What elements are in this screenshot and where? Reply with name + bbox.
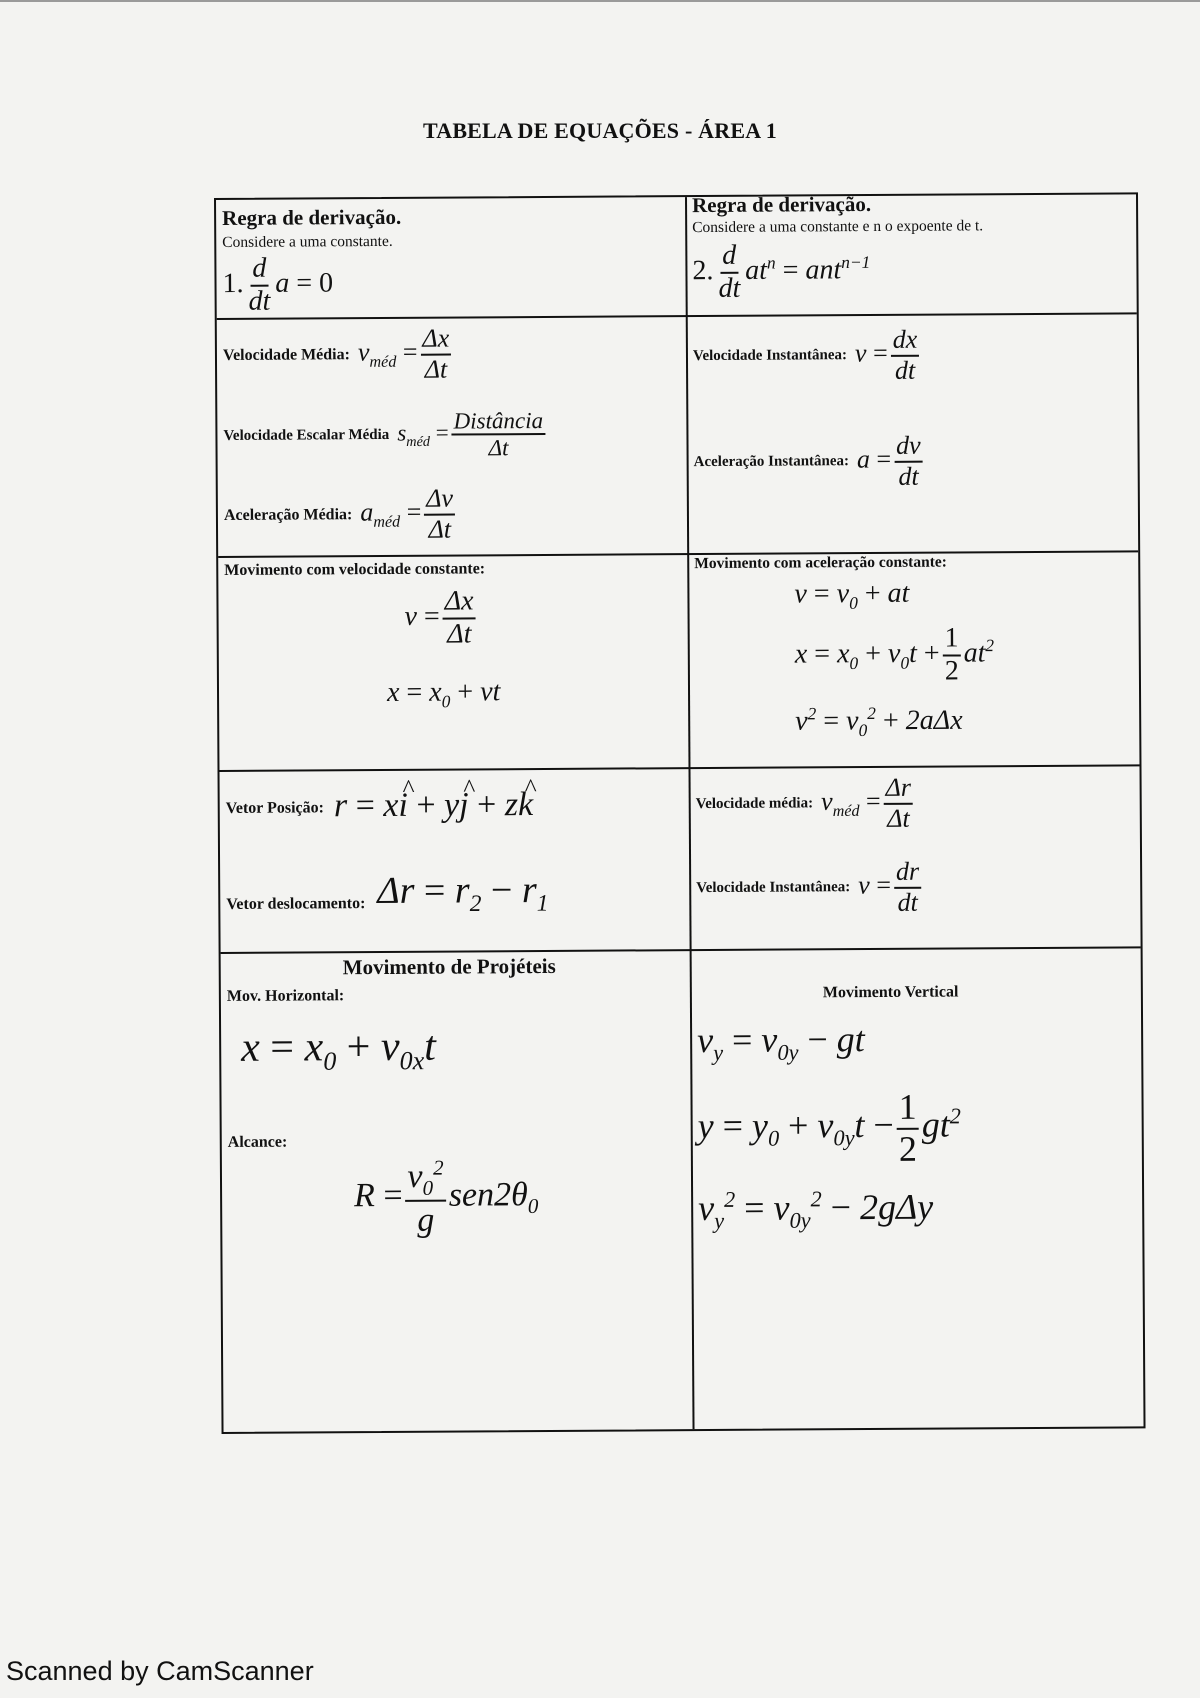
- cell-vector-velocities: [695, 764, 1136, 949]
- projectile-heading: Movimento de Projéteis: [342, 953, 556, 980]
- position-vector-label: Vetor Posição:: [225, 799, 324, 817]
- equation-average-speed: $s_{méd}$ = $\frac{\text{Distância}}{\Delta t}$: [397, 408, 548, 462]
- derivation-note: Considere a uma constante e n o expoente de t.: [692, 217, 984, 237]
- page-title: TABELA DE EQUAÇÕES - ÁREA 1: [422, 118, 777, 143]
- equation-power-rule: 2. $\frac{d}{dt}$ $at^n = ant^{n-1}$: [692, 239, 871, 304]
- vector-instantaneous-velocity-row: [696, 858, 924, 919]
- cell-constant-velocity: [224, 553, 685, 770]
- derivation-heading: Regra de derivação.: [691, 191, 872, 218]
- average-speed-row: [223, 408, 548, 463]
- cell-position-vectors: [225, 767, 686, 952]
- equation-range: R = $\frac{v_0^2}{g}$ $sen2\theta_0$: [353, 1155, 539, 1240]
- derivation-heading: Regra de derivação.: [222, 204, 402, 230]
- equation-vertical-torricelli: $v_y^2 = v_{0y}^2 - 2g\Delta y$: [698, 1186, 934, 1234]
- equation-average-acceleration: $a_{méd}$ = $\frac{\Delta v}{\Delta t}$: [360, 485, 458, 545]
- equation-displacement-vector: $\Delta r = r_2 - r_1$: [377, 869, 549, 918]
- cell-constant-acceleration: [694, 550, 1135, 767]
- range-label: Alcance:: [227, 1133, 288, 1151]
- equation-derivative-constant: 1. $\frac{d}{dt}$ a = 0: [222, 252, 334, 317]
- equation-position-constant-velocity: $x = x_0$ + vt: [386, 676, 501, 712]
- cell-instantaneous-quantities: [693, 312, 1134, 553]
- equation-vertical-velocity: $v_y = v_{0y}$ − gt: [697, 1019, 865, 1066]
- position-vector-row: [226, 786, 534, 826]
- equation-average-velocity: $v_{méd}$ = $\frac{\Delta x}{\Delta t}$: [358, 325, 455, 385]
- equation-horizontal-position: $x = x_0 + v_{0x}t$: [241, 1023, 436, 1076]
- equation-vector-instantaneous-velocity: v = $\frac{dr}{dt}$: [858, 858, 924, 918]
- scan-edge-line: [0, 0, 1200, 2]
- equation-table: [214, 192, 1146, 1434]
- vertical-motion-label: Movimento Vertical: [822, 983, 959, 1002]
- average-speed-label: Velocidade Escalar Média: [223, 426, 390, 444]
- equation-torricelli: $v^2 = v_0^2 + 2a\Delta x$: [795, 703, 963, 740]
- cell-projectile-horizontal: [227, 949, 690, 1432]
- cell-projectile-vertical: [697, 946, 1140, 1429]
- cell-average-quantities: [223, 315, 684, 556]
- equation-velocity: v = $\frac{\Delta x}{\Delta t}$: [404, 586, 478, 650]
- equation-velocity-time: $v = v_0$ + at: [794, 577, 910, 613]
- instantaneous-acceleration-label: Aceleração Instantânea:: [693, 453, 850, 471]
- instantaneous-velocity-label: Velocidade Instantânea:: [692, 347, 848, 365]
- equation-instantaneous-velocity: v = $\frac{dx}{dt}$: [855, 326, 923, 386]
- cell-derivation-rule-2: [691, 191, 1133, 315]
- distance-word: Distância: [452, 408, 546, 436]
- average-velocity-row: [223, 325, 455, 386]
- average-velocity-label: Velocidade Média:: [222, 345, 350, 364]
- displacement-vector-row: [226, 868, 549, 920]
- instantaneous-acceleration-row: [693, 432, 925, 493]
- vector-instantaneous-velocity-label: Velocidade Instantânea:: [696, 879, 851, 897]
- constant-acceleration-heading: Movimento com aceleração constante:: [694, 553, 947, 573]
- vector-average-velocity-label: Velocidade média:: [695, 795, 814, 813]
- displacement-vector-label: Vetor deslocamento:: [226, 894, 366, 913]
- vector-average-velocity-row: [696, 774, 917, 835]
- average-acceleration-label: Aceleração Média:: [223, 505, 353, 524]
- instantaneous-velocity-row: [693, 326, 923, 387]
- cell-derivation-rule-1: [222, 197, 683, 318]
- horizontal-motion-label: Mov. Horizontal:: [226, 987, 345, 1005]
- equation-position-vector: r = x^ i + y^ j + z^ k: [334, 786, 533, 825]
- equation-instantaneous-acceleration: a = $\frac{dv}{dt}$: [857, 432, 926, 492]
- derivation-note: Considere a uma constante.: [222, 232, 393, 251]
- average-acceleration-row: [224, 485, 459, 546]
- equation-position-time: $x = x_0 + v_0t$ + $\frac{1}{2}$ $at^2$: [794, 622, 995, 687]
- equation-vertical-position: $y = y_0 + v_{0y}t$ − $\frac{1}{2}$ $gt^2$: [697, 1086, 961, 1169]
- constant-velocity-heading: Movimento com velocidade constante:: [224, 560, 486, 579]
- scanner-watermark: Scanned by CamScanner: [6, 1656, 314, 1686]
- equation-vector-average-velocity: $v_{méd}$ = $\frac{\Delta r}{\Delta t}$: [821, 774, 916, 834]
